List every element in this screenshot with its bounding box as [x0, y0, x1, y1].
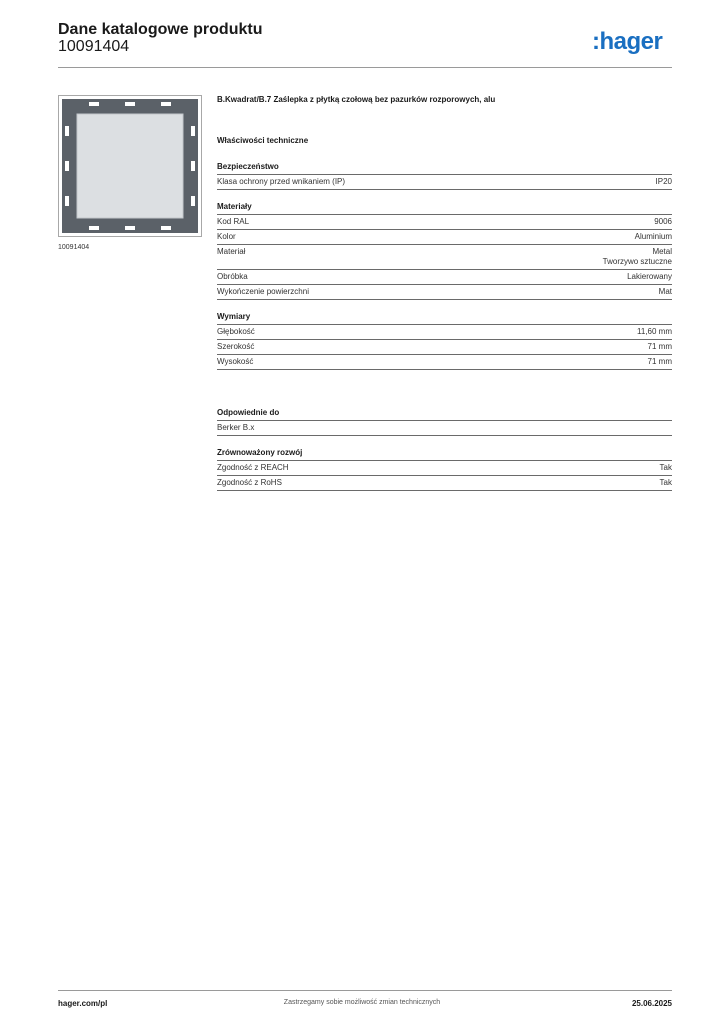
table-row	[217, 476, 672, 491]
row-label: Obróbka	[217, 272, 248, 281]
row-label: Zgodność z REACH	[217, 463, 289, 472]
section-heading-dimensions: Wymiary	[217, 312, 672, 325]
row-value-line: Metal	[652, 247, 672, 256]
row-label: Szerokość	[217, 342, 255, 351]
page-title: Dane katalogowe produktu	[58, 21, 263, 38]
table-row	[217, 270, 672, 285]
section-heading-materials: Materiały	[217, 202, 672, 215]
row-value: 71 mm	[647, 342, 672, 351]
image-caption: 10091404	[58, 244, 90, 251]
row-label: Wykończenie powierzchni	[217, 287, 309, 296]
row-label: Wysokość	[217, 357, 254, 366]
section-heading-safety: Bezpieczeństwo	[217, 162, 672, 175]
table-row	[217, 355, 672, 370]
spec-content	[217, 95, 672, 491]
table-row	[217, 325, 672, 340]
row-value: 9006	[654, 217, 672, 226]
row-value: 11,60 mm	[637, 327, 672, 336]
tech-properties-heading: Właściwości techniczne	[217, 136, 309, 145]
row-value: Lakierowany	[627, 272, 672, 281]
row-value	[603, 247, 672, 267]
table-row	[217, 285, 672, 300]
table-row	[217, 230, 672, 245]
row-value: 71 mm	[647, 357, 672, 366]
row-label: Klasa ochrony przed wnikaniem (IP)	[217, 177, 346, 186]
product-title: B.Kwadrat/B.7 Zaślepka z płytką czołową bez pazurków rozporowych, alu	[217, 95, 496, 104]
footer-divider	[58, 990, 672, 991]
table-row	[217, 421, 672, 436]
row-label: Kod RAL	[217, 217, 250, 226]
row-label: Materiał	[217, 247, 246, 256]
table-row	[217, 340, 672, 355]
row-label: Kolor	[217, 232, 236, 241]
row-label: Zgodność z RoHS	[217, 478, 282, 487]
row-value: Aluminium	[634, 232, 672, 241]
header-divider	[58, 67, 672, 68]
row-value-line: Tworzywo sztuczne	[602, 257, 672, 266]
product-number: 10091404	[58, 38, 130, 55]
table-row	[217, 461, 672, 476]
product-image	[58, 95, 202, 237]
row-label: Berker B.x	[217, 423, 255, 432]
section-heading-suitable: Odpowiednie do	[217, 408, 672, 421]
hager-logo[interactable]: :hager	[592, 28, 663, 55]
row-value: Tak	[659, 463, 672, 472]
section-heading-sustainability: Zrównoważony rozwój	[217, 448, 672, 461]
footer-notice: Zastrzegamy sobie możliwość zmian technicznych	[283, 999, 441, 1006]
row-value: Mat	[658, 287, 672, 296]
footer-website-link[interactable]: hager.com/pl	[58, 999, 108, 1008]
row-value: Tak	[659, 478, 672, 487]
footer-date: 25.06.2025	[631, 999, 672, 1008]
table-row	[217, 215, 672, 230]
row-label: Głębokość	[217, 327, 255, 336]
blanking-plate-icon	[59, 96, 201, 236]
table-row	[217, 175, 672, 190]
table-row	[217, 245, 672, 270]
row-value: IP20	[655, 177, 672, 186]
